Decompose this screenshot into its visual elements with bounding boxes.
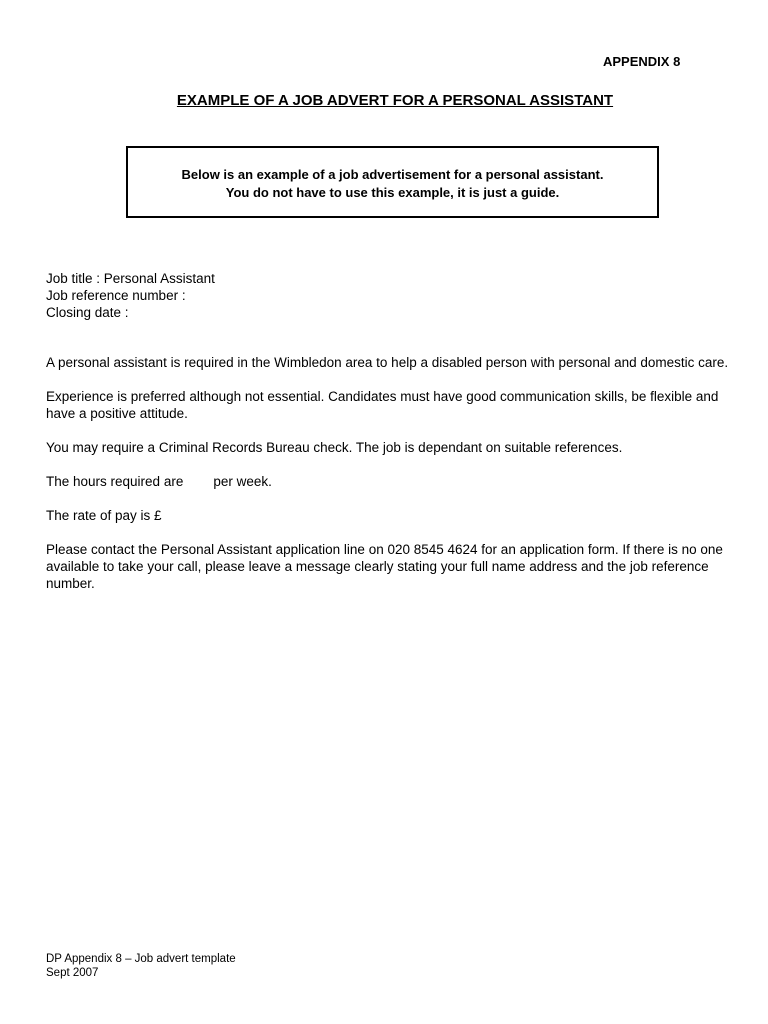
spacer <box>46 422 746 439</box>
contact-paragraph: Please contact the Personal Assistant application line on 020 8545 4624 for an application form. If there is no one available to take your call, please leave a message clearly stating your full name address and the job reference number. <box>46 542 723 591</box>
notice-line-1: Below is an example of a job advertisement for a personal assistant. <box>181 167 604 182</box>
spacer <box>46 456 746 473</box>
notice-line-2: You do not have to use this example, it is just a guide. <box>225 185 560 200</box>
job-title-field: Job title : Personal Assistant <box>46 271 215 286</box>
crb-paragraph: You may require a Criminal Records Bureau check. The job is dependant on suitable references. <box>46 440 623 455</box>
page-title: EXAMPLE OF A JOB ADVERT FOR A PERSONAL ASSISTANT <box>176 92 614 109</box>
spacer <box>46 371 746 388</box>
closing-date-field: Closing date : <box>46 305 129 320</box>
spacer <box>46 321 746 354</box>
job-reference-field: Job reference number : <box>46 288 186 303</box>
hours-paragraph: The hours required are per week. <box>46 474 272 489</box>
footer-date: Sept 2007 <box>46 967 99 979</box>
footer-document-reference: DP Appendix 8 – Job advert template <box>46 953 236 965</box>
spacer <box>46 490 746 507</box>
guidance-notice-box <box>126 146 659 218</box>
rate-paragraph: The rate of pay is £ <box>46 508 162 523</box>
appendix-label: APPENDIX 8 <box>603 54 681 69</box>
job-advert-body <box>46 270 746 592</box>
experience-paragraph: Experience is preferred although not essential. Candidates must have good communication skills, be flexible and have a positive attitude. <box>46 389 719 421</box>
intro-paragraph: A personal assistant is required in the Wimbledon area to help a disabled person with personal and domestic care. <box>46 355 729 370</box>
page-footer <box>46 952 236 980</box>
spacer <box>46 524 746 541</box>
